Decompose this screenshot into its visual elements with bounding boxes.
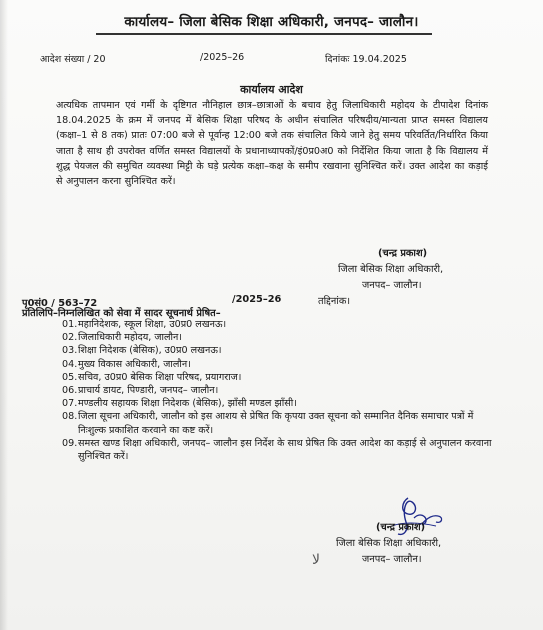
recipient-text: मुख्य विकास अधिकारी, जालौन। bbox=[78, 358, 191, 370]
recipient-text: सचिव, उ0प्र0 बेसिक शिक्षा परिषद, प्रयागराज। bbox=[78, 371, 242, 383]
recipient-item bbox=[62, 358, 500, 371]
recipient-text: समस्त खण्ड शिक्षा अधिकारी, जनपद– जालौन इस निर्देश के साथ प्रेषित कि उक्त आदेश का कड़ाई से अनुपालन करवाना सुनिश्चित करें। bbox=[78, 437, 492, 463]
recipient-item bbox=[62, 344, 500, 357]
signatory-district-2: जनपद– जालौन। bbox=[362, 554, 422, 565]
signatory-district: जनपद– जालौन। bbox=[362, 280, 422, 291]
recipient-item bbox=[62, 318, 500, 331]
recipient-number: 09. bbox=[62, 437, 78, 449]
recipient-list bbox=[62, 318, 500, 463]
recipient-item bbox=[62, 410, 500, 436]
recipient-number: 07. bbox=[62, 398, 78, 410]
title-underline bbox=[96, 33, 432, 35]
recipient-text: मण्डलीय सहायक शिक्षा निदेशक (बेसिक), झाँसी मण्डल झाँसी। bbox=[78, 398, 297, 410]
signatory-name-2: (चन्द्र प्रकाश) bbox=[376, 522, 426, 533]
recipient-item bbox=[62, 397, 500, 410]
office-title: कार्यालय– जिला बेसिक शिक्षा अधिकारी, जनपद– जालौन। bbox=[124, 14, 419, 30]
recipient-item bbox=[62, 437, 500, 463]
signature-block-1 bbox=[378, 246, 427, 262]
recipient-item bbox=[62, 384, 500, 397]
recipient-item bbox=[62, 371, 500, 384]
initial-mark: ﻻ bbox=[312, 552, 320, 568]
recipient-item bbox=[62, 331, 500, 344]
recipient-number: 08. bbox=[62, 411, 78, 423]
recipient-number: 06. bbox=[62, 385, 78, 397]
recipient-number: 01. bbox=[62, 319, 78, 330]
signatory-designation: जिला बेसिक शिक्षा अधिकारी, bbox=[338, 264, 444, 275]
signature-block-2 bbox=[376, 520, 425, 536]
recipient-text: जिला सूचना अधिकारी, जालौन को इस आशय से प्रेषित कि कृपया उक्त सूचना को सम्मानित दैनिक समाचार पत्रों में निःशुल्क प्रकाशित करवाने का कष्ट करें। bbox=[78, 411, 474, 436]
recipient-text: शिक्षा निदेशक (बेसिक), उ0प्र0 लखनऊ। bbox=[78, 345, 222, 357]
recipient-number: 03. bbox=[62, 345, 78, 357]
signatory-name: (चन्द्र प्रकाश) bbox=[378, 248, 428, 259]
copy-ref-date: तद्दिनांक। bbox=[318, 296, 351, 307]
signatory-designation-2: जिला बेसिक शिक्षा अधिकारी, bbox=[336, 538, 442, 549]
recipient-text: प्राचार्य डायट, पिण्डारी, जनपद– जालौन। bbox=[78, 385, 219, 397]
order-year-ref: /2025–26 bbox=[200, 52, 245, 63]
copy-ref-number: पृ0सं0 / 563–72 bbox=[22, 298, 98, 309]
copy-heading: प्रतिलिपि–निम्नलिखित को सेवा में सादर सूचनार्थ प्रेषित– bbox=[22, 308, 221, 319]
order-number: आदेश संख्या / 20 bbox=[40, 54, 106, 65]
recipient-number: 02. bbox=[62, 332, 78, 344]
order-heading: कार्यालय आदेश bbox=[240, 83, 303, 96]
recipient-text: महानिदेशक, स्कूल शिक्षा, उ0प्र0 लखनऊ। bbox=[78, 319, 227, 330]
recipient-number: 05. bbox=[62, 371, 78, 383]
order-body: अत्यधिक तापमान एवं गर्मी के दृष्टिगत नौनिहाल छात्र–छात्राओं के बचाव हेतु जिलाधिकारी महोदय के टीपादेश दिनांक 18.04.2025 के क्रम में जनपद में बेसिक शिक्षा परिषद के अधीन संचालित परिषदीय/मान्यता प्राप्त समस्त विद्यालय (कक्षा–1 से 8 तक) प्रातः 07:00 बजे से पूर्वान्ह 12:00 बजे तक संचालित किये जाने हेतु समय परिवर्तित/निर्धारित किया जाता है साथ ही उपरोक्त वर्णित समस्त विद्यालयों के प्रधानाध्यापकों/इं0प्र0अ0 को निर्देशित किया जाता है कि विद्यालय में शुद्ध पेयजल की समुचित व्यवस्था मिट्टी के घड़े प्रत्येक कक्षा–कक्ष के समीप रखवाना सुनिश्चित करें। उक्त आदेश का कड़ाई से अनुपालन करना सुनिश्चित करें। bbox=[56, 100, 488, 188]
recipient-text: जिलाधिकारी महोदय, जालौन। bbox=[78, 332, 182, 344]
recipient-number: 04. bbox=[62, 358, 78, 370]
copy-ref-year: /2025–26 bbox=[232, 294, 282, 305]
order-date: दिनांकः 19.04.2025 bbox=[325, 54, 407, 65]
